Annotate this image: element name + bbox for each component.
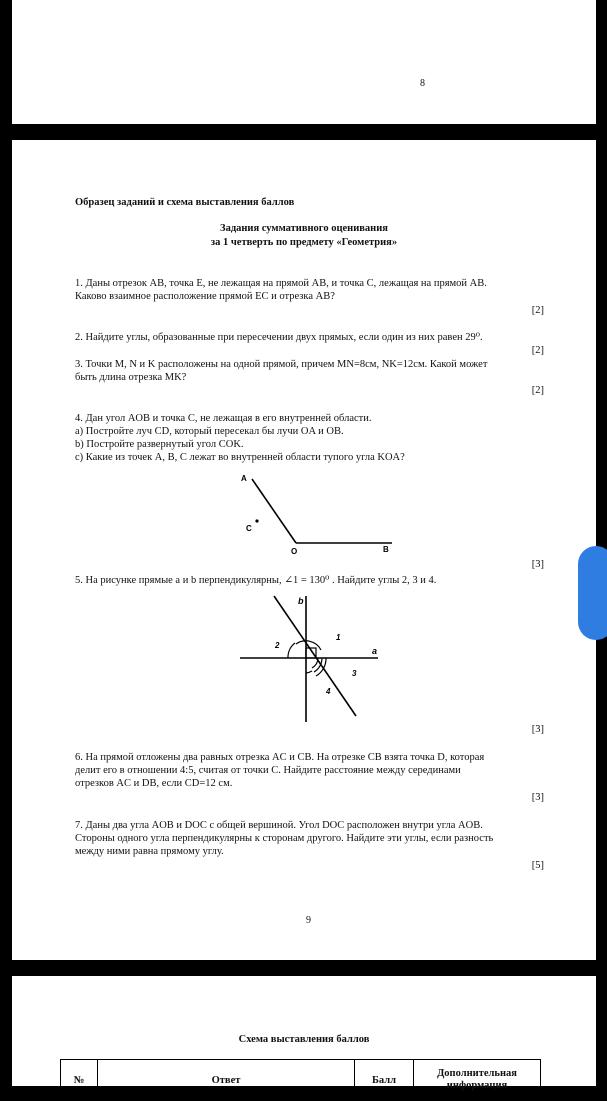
task-6-line-1: 6. На прямой отложены два равных отрезка AC и CB. На отрезке CB взята точка D, которая (75, 752, 485, 763)
transversal (274, 596, 356, 716)
task-7-line-1: 7. Даны два угла AOB и DOC с общей вершиной. Угол DOC расположен внутри угла AOB. (75, 820, 483, 831)
task-4-line-b: b) Постройте развернутый угол COK. (75, 439, 244, 450)
task-7-line-2: Стороны одного угла перпендикулярны к сторонам другого. Найдите эти углы, если разность (75, 833, 494, 844)
label-a: A (241, 474, 247, 483)
arc-angle-2 (288, 643, 295, 658)
page-number: 9 (306, 915, 311, 926)
header-extra-info: Дополнительная информация (414, 1060, 541, 1101)
task-6-line-2: делит его в отношении 4:5, считая от точки C. Найдите расстояние между серединами (75, 765, 461, 776)
label-c: C (246, 524, 252, 533)
task-3-line-1: 3. Точки M, N и K расположены на одной прямой, причем MN=8см, NK=12см. Какой может (75, 359, 488, 370)
header-number: № (61, 1060, 98, 1101)
point-c (255, 519, 258, 522)
scroll-indicator[interactable] (578, 546, 607, 640)
ray-oa (252, 479, 296, 543)
task-6-score: [3] (531, 792, 544, 803)
page-8 (12, 0, 596, 124)
label-3: 3 (352, 669, 357, 678)
section-heading: Образец заданий и схема выставления баллов (75, 197, 295, 208)
header-answer: Ответ (98, 1060, 355, 1101)
title-line-1: Задания суммативного оценивания (220, 223, 388, 234)
title-line-2: за 1 четверть по предмету «Геометрия» (210, 237, 398, 248)
label-a: a (372, 646, 378, 656)
label-b: B (383, 545, 389, 554)
label-1: 1 (336, 633, 341, 642)
task-4-line-1: 4. Дан угол AOB и точка C, не лежащая в его внутренней области. (75, 413, 372, 424)
task-1-score: [2] (531, 305, 544, 316)
task-2-score: [2] (531, 345, 544, 356)
page-10 (12, 976, 596, 1091)
task-6-line-3: отрезков AC и DB, если CD=12 см. (75, 778, 233, 789)
task-5-score: [3] (531, 724, 544, 735)
page-number: 8 (420, 78, 425, 89)
scoring-table (60, 1059, 541, 1101)
task-4-score: [3] (531, 559, 544, 570)
task-1-line-2: Каково взаимное расположение прямой EC и отрезка AB? (75, 291, 335, 302)
label-2: 2 (275, 641, 280, 650)
page-9 (12, 140, 596, 960)
task-5-line-1: 5. На рисунке прямые a и b перпендикулярны, ∠1 = 130⁰ . Найдите углы 2, 3 и 4. (75, 575, 437, 586)
arc-angle-4 (306, 671, 312, 673)
scoring-title: Схема выставления баллов (238, 1034, 370, 1045)
task-7-score: [5] (531, 860, 544, 871)
task-3-line-2: быть длина отрезка MK? (75, 372, 187, 383)
table-header-row (61, 1060, 541, 1101)
figure-angle-aob (232, 468, 412, 558)
figure-perpendicular-lines (232, 588, 382, 728)
task-7-line-3: между ними равна прямому углу. (75, 846, 224, 857)
task-4-line-a: a) Постройте луч CD, который пересекал бы лучи OA и OB. (75, 426, 344, 437)
task-4-line-c: c) Какие из точек A, B, C лежат во внутренней области тупого угла KOA? (75, 452, 405, 463)
label-4: 4 (326, 687, 331, 696)
task-2-line-1: 2. Найдите углы, образованные при пересечении двух прямых, если один из них равен 29⁰. (75, 332, 483, 343)
task-1-line-1: 1. Даны отрезок AB, точка E, не лежащая на прямой AB, и точка C, лежащая на прямой AB. (75, 278, 487, 289)
label-o: O (291, 547, 298, 556)
task-3-score: [2] (531, 385, 544, 396)
header-score: Балл (355, 1060, 414, 1101)
label-b: b (298, 596, 304, 606)
